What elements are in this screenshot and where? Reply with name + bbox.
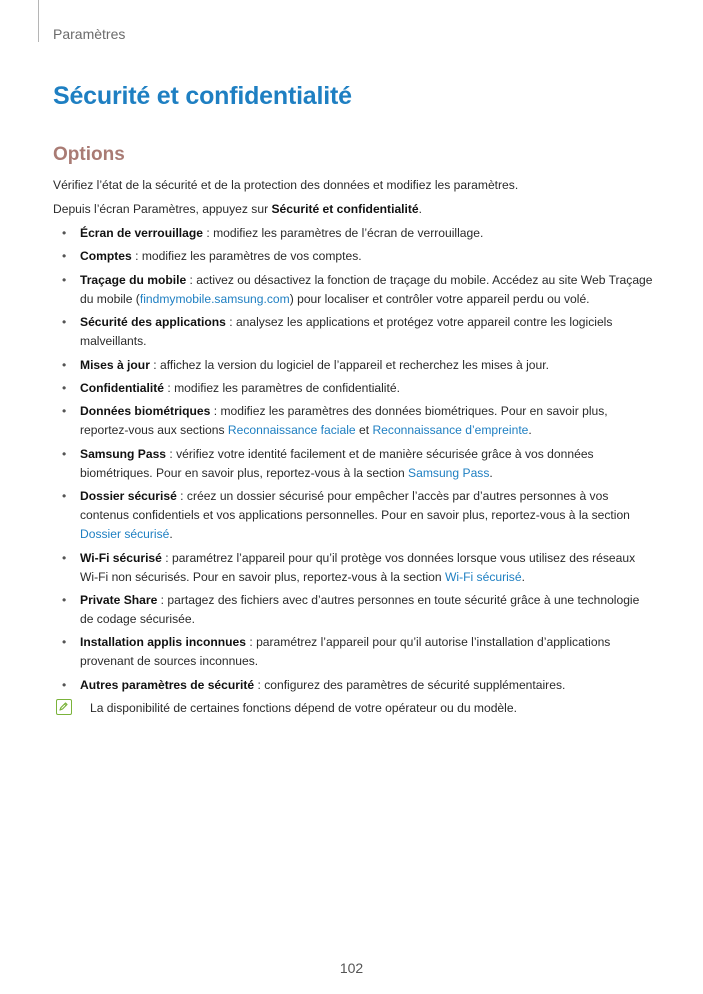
bullet-dot: • xyxy=(62,404,67,419)
list-item-text: : modifiez les paramètres de confidentialité. xyxy=(163,380,400,395)
bullet-dot: • xyxy=(62,550,67,565)
instruction-suffix: . xyxy=(418,202,423,216)
list-item-term: Dossier sécurisé xyxy=(80,489,177,504)
list-item-text-middle: et xyxy=(355,423,373,438)
list-item-text: : paramétrez l’appareil pour qu’il protège vos données lorsque vous utilisez des réseaux Wi-Fi non sécurisés. Pour en savoir plus, reportez-vous à la section xyxy=(80,550,636,584)
list-item-text-after: . xyxy=(489,465,493,480)
list-item xyxy=(53,591,653,629)
list-item-text: : vérifiez votre identité facilement et de manière sécurisée grâce à vos données biométriques. Pour en savoir plus, reportez-vous à la section xyxy=(80,446,594,480)
header-divider xyxy=(38,0,39,42)
pencil-glyph-icon xyxy=(58,701,69,712)
bullet-dot: • xyxy=(62,226,67,240)
note-pencil-icon xyxy=(56,699,72,715)
instruction-paragraph xyxy=(53,200,653,219)
list-item-text: : configurez des paramètres de sécurité supplémentaires. xyxy=(254,677,566,692)
bullet-dot: • xyxy=(62,489,67,504)
list-item-term: Sécurité des applications xyxy=(80,315,226,330)
page-title: Sécurité et confidentialité xyxy=(53,82,352,110)
list-item-text: : analysez les applications et protégez votre appareil contre les logiciels malveillants. xyxy=(80,315,613,349)
list-item xyxy=(53,549,653,587)
list-item-term: Confidentialité xyxy=(80,380,164,395)
fingerprint-recognition-link[interactable]: Reconnaissance d’empreinte xyxy=(372,423,529,438)
list-item xyxy=(53,676,653,695)
list-item-text-after: . xyxy=(521,569,525,584)
list-item-text: : modifiez les paramètres de l’écran de verrouillage. xyxy=(203,226,484,240)
list-item-term: Comptes xyxy=(80,249,132,264)
page-number: 102 xyxy=(339,960,364,976)
bullet-dot: • xyxy=(62,677,67,692)
samsung-pass-link[interactable]: Samsung Pass xyxy=(408,465,490,480)
section-heading: Options xyxy=(53,144,125,165)
list-item xyxy=(53,633,653,671)
list-item-term: Autres paramètres de sécurité xyxy=(80,677,255,692)
list-item xyxy=(53,402,653,440)
options-list xyxy=(53,224,653,695)
findmymobile-link[interactable]: findmymobile.samsung.com xyxy=(139,291,290,306)
list-item-term: Mises à jour xyxy=(80,357,150,372)
list-item xyxy=(53,224,653,243)
bullet-dot: • xyxy=(62,249,67,264)
bullet-dot: • xyxy=(62,380,67,395)
secure-folder-link[interactable]: Dossier sécurisé xyxy=(80,527,170,542)
list-item xyxy=(53,313,653,351)
list-item xyxy=(53,379,653,398)
face-recognition-link[interactable]: Reconnaissance faciale xyxy=(227,423,356,438)
bullet-dot: • xyxy=(62,592,67,607)
list-item-text: : modifiez les paramètres des données biométriques. Pour en savoir plus, reportez-vous aux sections xyxy=(80,404,608,438)
note-text: La disponibilité de certaines fonctions dépend de votre opérateur ou du modèle. xyxy=(90,701,517,716)
secure-wifi-link[interactable]: Wi-Fi sécurisé xyxy=(444,569,522,584)
list-item xyxy=(53,247,653,266)
list-item-text: : paramétrez l’appareil pour qu’il autorise l’installation d’applications provenant de sources inconnues. xyxy=(80,635,611,669)
list-item-term: Traçage du mobile xyxy=(80,272,187,287)
list-item-text-after: . xyxy=(169,527,173,542)
list-item xyxy=(53,487,653,544)
list-item-text-after: ) pour localiser et contrôler votre appareil perdu ou volé. xyxy=(289,291,590,306)
list-item-term: Samsung Pass xyxy=(80,446,167,461)
list-item-text: : activez ou désactivez la fonction de traçage du mobile. Accédez au site Web Traçage du mobile ( xyxy=(80,272,653,306)
list-item xyxy=(53,356,653,375)
list-item-text: : partagez des fichiers avec d’autres personnes en toute sécurité grâce à une technologie de codage sécurisée. xyxy=(80,592,640,626)
list-item-term: Wi-Fi sécurisé xyxy=(80,550,162,565)
list-item-text: : affichez la version du logiciel de l’appareil et recherchez les mises à jour. xyxy=(149,357,549,372)
list-item-term: Private Share xyxy=(80,592,158,607)
bullet-dot: • xyxy=(62,635,67,650)
content-body xyxy=(53,176,653,721)
bullet-dot: • xyxy=(62,446,67,461)
list-item-term: Données biométriques xyxy=(80,404,211,419)
note-box xyxy=(53,699,653,721)
intro-paragraph: Vérifiez l’état de la sécurité et de la protection des données et modifiez les paramètres. xyxy=(53,178,519,192)
list-item-term: Écran de verrouillage xyxy=(80,226,204,240)
list-item-text: : créez un dossier sécurisé pour empêcher l’accès par d’autres personnes à vos contenus confidentiels et vos applications personnelles. Pour en savoir plus, reportez-vous à la section xyxy=(80,489,630,523)
header-label: Paramètres xyxy=(53,26,126,42)
bullet-dot: • xyxy=(62,315,67,330)
bullet-dot: • xyxy=(62,272,67,287)
list-item xyxy=(53,271,653,309)
list-item-text-after: . xyxy=(528,423,532,438)
list-item-text: : modifiez les paramètres de vos comptes. xyxy=(131,249,362,264)
instruction-bold: Sécurité et confidentialité xyxy=(271,202,419,216)
list-item-term: Installation applis inconnues xyxy=(80,635,246,650)
instruction-prefix: Depuis l’écran Paramètres, appuyez sur xyxy=(53,202,272,216)
bullet-dot: • xyxy=(62,357,67,372)
list-item xyxy=(53,445,653,483)
